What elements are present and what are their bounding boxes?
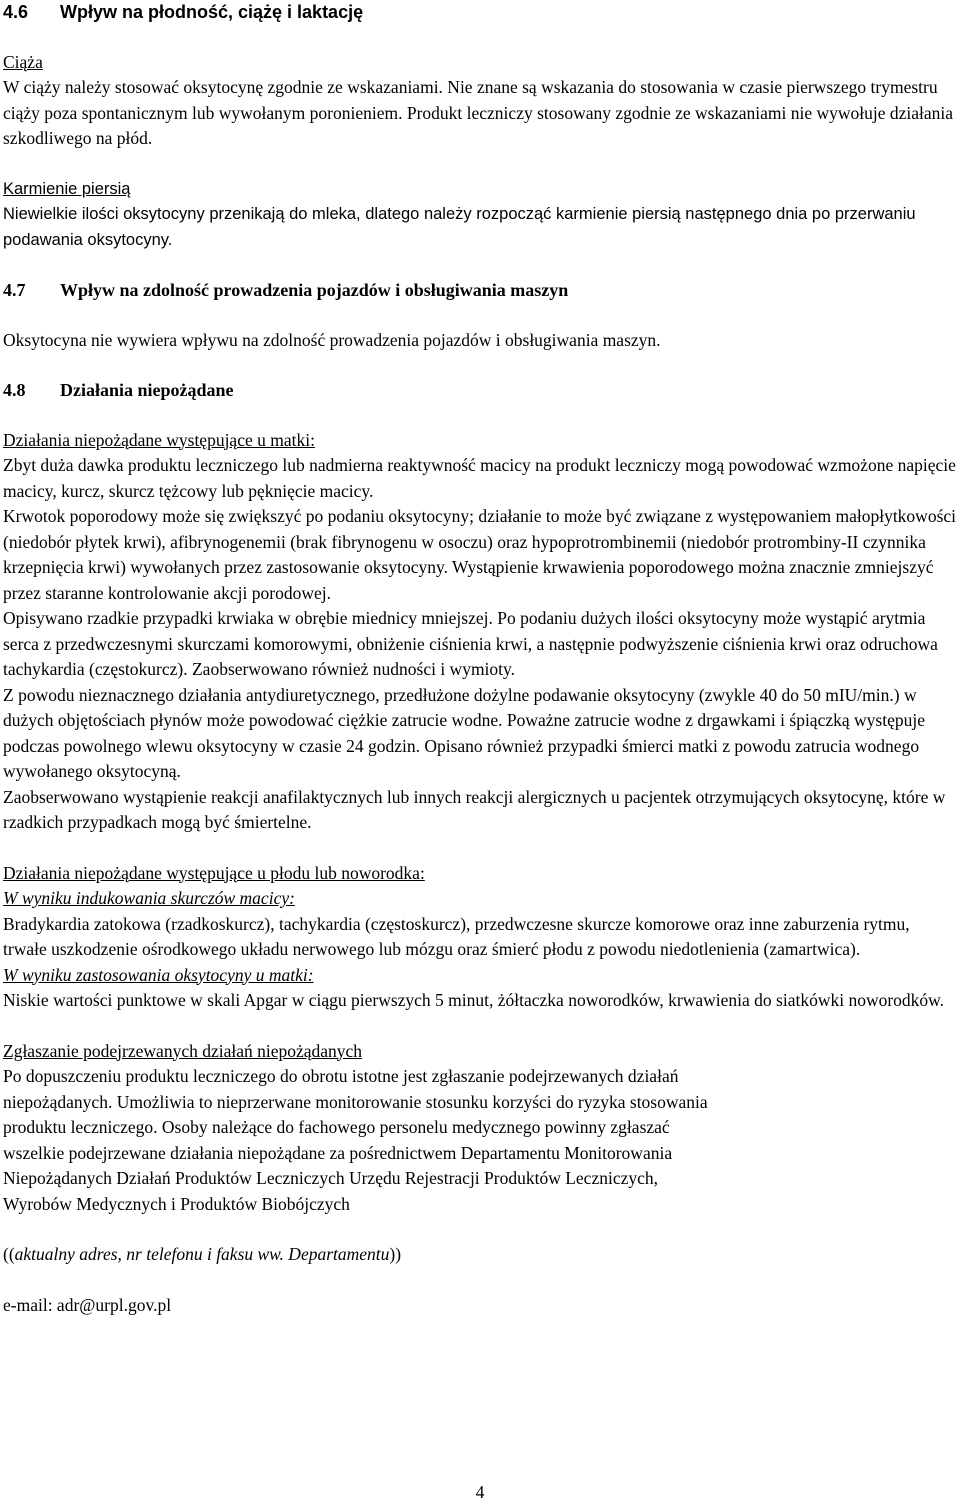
mother-effects-p4: Z powodu nieznacznego działania antydiuretycznego, przedłużone dożylne podawanie oksytocyny (zwykle 40 do 50 mIU/min.) w dużych objętościach płynów może powodować ciężkie zatrucie wodne. Poważne zatrucie wodne z drgawkami i śpiączką występuje podczas powolnego wlewu oksytocyny w czasie 24 godzin. Opisano również przypadki śmierci matki z powodu zatrucia wodnego wywołanego oksytocyną.: [3, 684, 925, 781]
section-number: 4.7: [3, 280, 26, 300]
fetus-effects-text-1: Bradykardia zatokowa (rzadkoskurcz), tachykardia (częstoskurcz), przedwczesne skurcze komorowe oraz inne zaburzenia rytmu, trwałe uszkodzenie ośrodkowego układu nerwowego lub mózgu oraz śmierć płodu z powodu niedotlenienia (zamartwica).: [3, 913, 910, 959]
section-4-8-heading: [3, 378, 957, 404]
reporting-line-3: produktu leczniczego. Osoby należące do fachowego personelu medycznego powinny zgłaszać: [3, 1117, 670, 1137]
driving-text: Oksytocyna nie wywiera wpływu na zdolność prowadzenia pojazdów i obsługiwania maszyn.: [3, 329, 661, 350]
pregnancy-text: W ciąży należy stosować oksytocynę zgodnie ze wskazaniami. Nie znane są wskazania do stosowania w czasie pierwszego trymestru ciąży poza spontanicznym lub wywołanym poronieniem. Produkt leczniczy stosowany zgodnie ze wskazaniami nie wywołuje działania szkodliwego na płód.: [3, 77, 954, 148]
section-number: 4.8: [3, 380, 26, 400]
fetus-effects-heading: Działania niepożądane występujące u płodu lub noworodka:: [3, 862, 425, 883]
mother-effects-p1: Zbyt duża dawka produktu leczniczego lub nadmierna reaktywność macicy na produkt leczniczy mogą powodować wzmożone napięcie macicy, kurcz, skurcz tężcowy lub pęknięcie macicy.: [3, 455, 956, 501]
department-address-placeholder: ((aktualny adres, nr telefonu i faksu ww. Departamentu)): [3, 1244, 402, 1264]
reporting-heading: Zgłaszanie podejrzewanych działań niepożądanych: [3, 1040, 363, 1061]
reporting-line-2: niepożądanych. Umożliwia to nieprzerwane monitorowanie stosunku korzyści do ryzyka stosowania: [3, 1091, 708, 1112]
reporting-line-1: Po dopuszczeniu produktu leczniczego do obrotu istotne jest zgłaszanie podejrzewanych działań: [3, 1066, 679, 1086]
reporting-line-4: wszelkie podejrzewane działania niepożądane za pośrednictwem Departamentu Monitorowania: [3, 1142, 673, 1163]
mother-effects-p2: Krwotok poporodowy może się zwiększyć po podaniu oksytocyny; działanie to może być związane z występowaniem małopłytkowości (niedobór płytek krwi), afibrynogenemii (brak fibrynogenu w osoczu) oraz hypoprotrombinemii (niedobór protrombiny-II czynnika krzepnięcia krwi) wywołanych przez zastosowanie oksytocyny. Wystąpienie krwawienia poporodowego można znacznie zmniejszyć przez staranne kontrolowanie akcji porodowej.: [3, 506, 957, 603]
email-contact: e-mail: adr@urpl.gov.pl: [3, 1294, 172, 1315]
mother-effects-p3: Opisywano rzadkie przypadki krwiaka w obrębie miednicy mniejszej. Po podaniu dużych ilości oksytocyny może wystąpić arytmia serca z przedwczesnymi skurczami komorowymi, obniżenie ciśnienia krwi, a następnie podwyższenie ciśnienia krwi oraz odruchowa tachykardia (częstokurcz). Zaobserwowano również nudności i wymioty.: [3, 608, 938, 679]
pregnancy-heading: Ciąża: [3, 51, 43, 72]
mother-effects-p5: Zaobserwowano wystąpienie reakcji anafilaktycznych lub innych reakcji alergicznych u pacjentek otrzymujących oksytocynę, które w rzadkich przypadkach mogą być śmiertelne.: [3, 786, 946, 832]
section-title: Wpływ na płodność, ciążę i laktację: [60, 2, 364, 22]
section-4-7-heading: [3, 278, 957, 304]
section-number: 4.6: [3, 2, 29, 22]
reporting-line-6: Wyrobów Medycznych i Produktów Biobójczych: [3, 1193, 350, 1214]
fetus-effects-subheading-1: W wyniku indukowania skurczów macicy:: [3, 888, 295, 908]
fetus-effects-text-2: Niskie wartości punktowe w skali Apgar w ciągu pierwszych 5 minut, żółtaczka noworodków, krwawienia do siatkówki noworodków.: [3, 990, 945, 1010]
section-4-6-heading: [3, 0, 957, 26]
fetus-effects-subheading-2: W wyniku zastosowania oksytocyny u matki:: [3, 964, 314, 985]
section-title: Działania niepożądane: [60, 380, 234, 400]
breastfeeding-text: Niewielkie ilości oksytocyny przenikają do mleka, dlatego należy rozpocząć karmienie piersią następnego dnia po przerwaniu podawania oksytocyny.: [3, 205, 916, 249]
breastfeeding-heading: Karmienie piersią: [3, 179, 131, 198]
mother-effects-heading: Działania niepożądane występujące u matki:: [3, 429, 315, 450]
page-number: 4: [475, 1482, 485, 1502]
document-page: [3, 0, 957, 1318]
reporting-line-5: Niepożądanych Działań Produktów Leczniczych Urzędu Rejestracji Produktów Leczniczych,: [3, 1168, 659, 1188]
section-title: Wpływ na zdolność prowadzenia pojazdów i obsługiwania maszyn: [60, 280, 569, 300]
